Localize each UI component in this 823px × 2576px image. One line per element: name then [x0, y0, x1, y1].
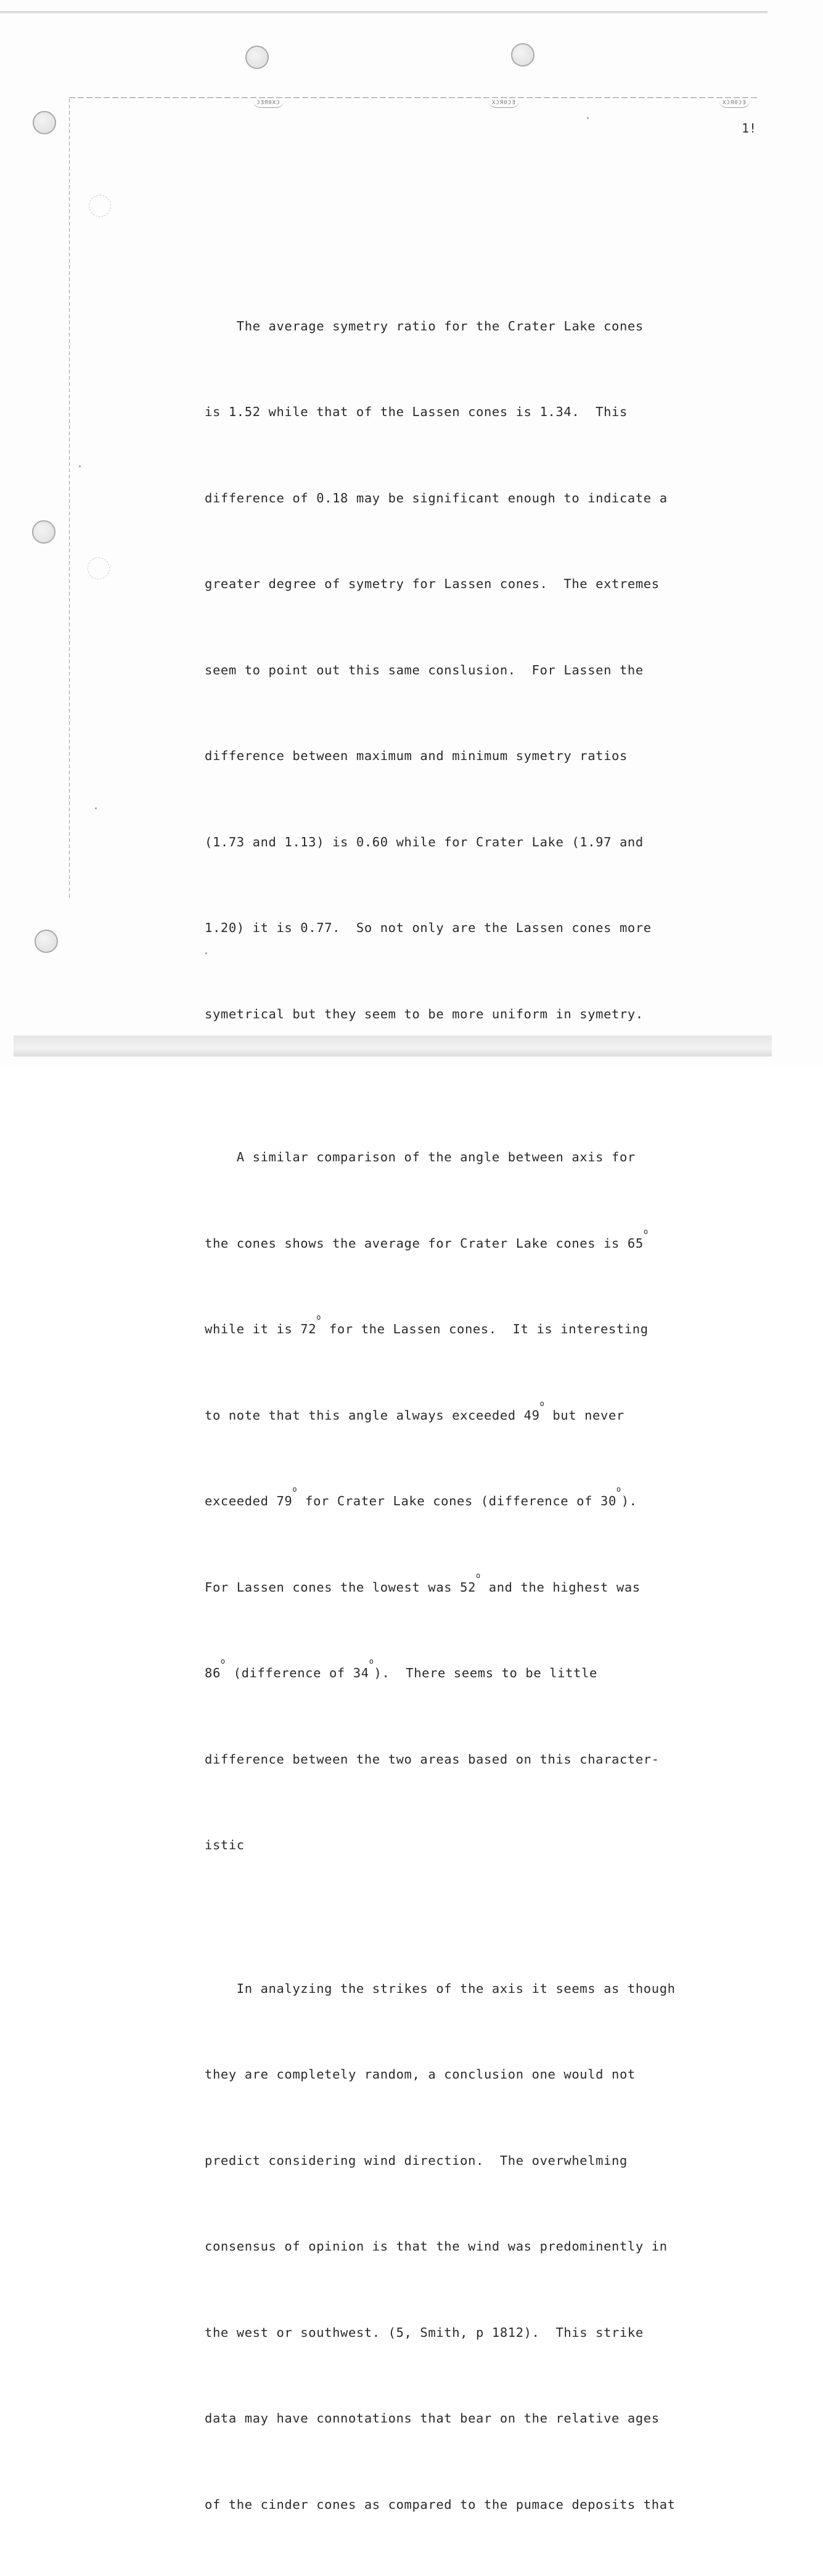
margin-rule: [69, 99, 70, 900]
text-line: they are completely random, a conclusion one would not: [205, 2067, 636, 2082]
header-rule: [69, 97, 760, 98]
text-line: 1.20) it is 0.77. So not only are the Lassen cones more: [205, 920, 652, 935]
text-segment: for the Lassen cones. It is interesting: [321, 1322, 649, 1336]
text-line: of the cinder cones as compared to the pumace deposits that: [205, 2496, 676, 2512]
scan-top-edge: [0, 11, 768, 14]
text-line: symetrical but they seem to be more uniform in symetry.: [205, 1006, 644, 1021]
binder-hole-icon: [511, 43, 534, 67]
scan-speck: [79, 465, 81, 467]
text-line: difference of 0.18 may be significant enough to indicate a: [205, 490, 668, 505]
text-segment: and the highest was: [480, 1579, 641, 1595]
scan-speck: [95, 808, 97, 809]
text-line: difference between maximum and minimum symetry ratios: [205, 748, 628, 763]
text-segment: (difference of 34: [225, 1666, 369, 1680]
text-segment: ). There seems to be little: [374, 1666, 597, 1680]
binder-hole-icon: [32, 520, 55, 544]
degree-mark: o: [616, 1485, 621, 1494]
degree-mark: o: [220, 1657, 226, 1666]
text-line: [205, 1573, 735, 1602]
binder-hole-icon: [89, 195, 111, 217]
text-segment: for Crater Lake cones (difference of 30: [297, 1494, 616, 1508]
binder-hole-icon: [35, 930, 58, 953]
text-line: the west or southwest. (5, Smith, p 1812). This strike: [205, 2325, 644, 2340]
text-segment: to note that this angle always exceeded 49: [205, 1407, 540, 1423]
degree-mark: o: [316, 1313, 322, 1322]
text-line: [205, 1401, 735, 1430]
text-line: istic: [205, 1838, 245, 1852]
text-line: [205, 1659, 735, 1688]
degree-mark: o: [539, 1399, 545, 1408]
binder-hole-icon: [33, 111, 56, 134]
copy-mark: ƆƎЯ0ХƆ: [253, 100, 284, 108]
degree-mark: o: [643, 1227, 649, 1236]
text-line: is 1.52 while that of the Lassen cones is 1.34. This: [205, 404, 628, 419]
text-segment: 86: [205, 1666, 221, 1680]
text-line: seem to point out this same conslusion. For Lassen the: [205, 662, 644, 677]
copy-mark: ХƆЯ0ƆƎ: [488, 100, 520, 108]
text-line: [205, 1487, 735, 1516]
degree-mark: o: [292, 1485, 298, 1494]
text-segment: exceeded 79: [205, 1494, 293, 1508]
text-line: greater degree of symetry for Lassen cones. The extremes: [205, 576, 660, 591]
scan-speck: [587, 117, 589, 119]
text-line: data may have connotations that bear on the relative ages: [205, 2411, 660, 2426]
text-line: The average symetry ratio for the Crater Lake cones: [205, 318, 644, 333]
text-line: predict considering wind direction. The overwhelming: [205, 2153, 628, 2168]
text-line: (1.73 and 1.13) is 0.60 while for Crater Lake (1.97 and: [205, 834, 644, 849]
text-line: [205, 1229, 735, 1258]
text-line: In analyzing the strikes of the axis it seems as though: [205, 1981, 676, 1996]
copy-mark: ХƆЯ0ƆƎ: [719, 100, 750, 108]
binder-hole-icon: [245, 46, 269, 69]
text-line: difference between the two areas based on this character-: [205, 1751, 660, 1767]
degree-mark: o: [369, 1657, 374, 1666]
text-segment: while it is 72: [205, 1322, 317, 1336]
body-text: [205, 226, 735, 2576]
text-segment: ).: [621, 1494, 637, 1508]
page-number: 1!: [742, 121, 757, 136]
text-line: A similar comparison of the angle between axis for: [205, 1150, 636, 1164]
text-segment: the cones shows the average for Crater Lake cones is 65: [205, 1235, 644, 1251]
degree-mark: o: [476, 1571, 481, 1580]
text-line: consensus of opinion is that the wind was predominently in: [205, 2239, 668, 2254]
binder-hole-icon: [88, 557, 110, 579]
text-segment: but never: [544, 1407, 624, 1423]
text-segment: For Lassen cones the lowest was 52: [205, 1579, 477, 1595]
text-line: [205, 1315, 735, 1344]
